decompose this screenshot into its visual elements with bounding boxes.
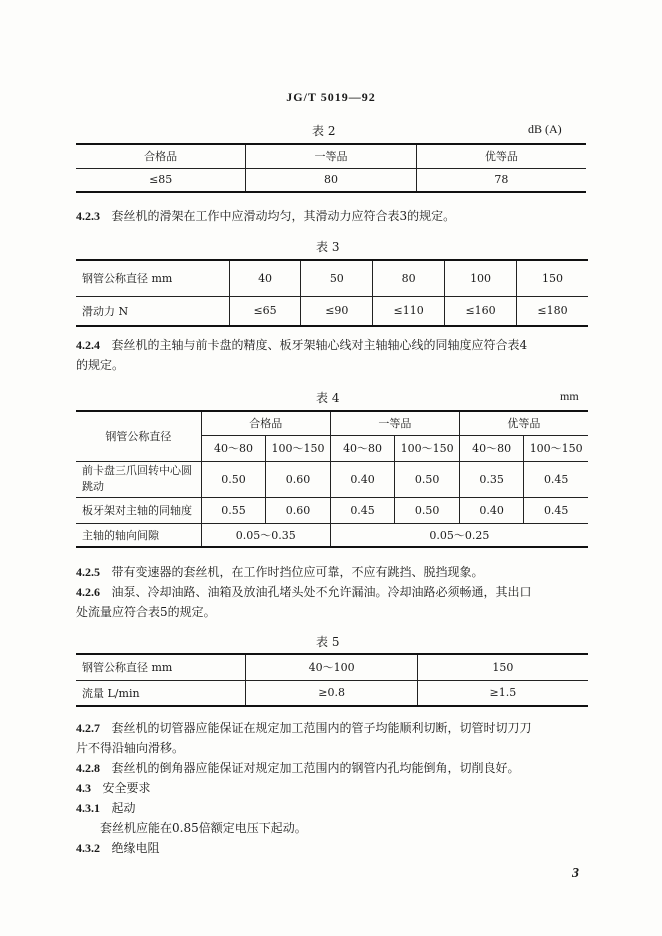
- table4-cell: 0.50: [395, 497, 460, 523]
- table4-subheader: 40～80: [201, 435, 266, 461]
- table2-header: 优等品: [416, 144, 586, 168]
- table3-cell: 80: [373, 260, 445, 296]
- table2-cell: 80: [246, 168, 416, 192]
- table4-caption: 表 4: [316, 391, 340, 405]
- table4-group: 合格品: [201, 411, 330, 435]
- table4-corner: 钢管公称直径: [76, 411, 201, 461]
- table5: [76, 653, 588, 707]
- section-title: 绝缘电阻: [111, 841, 160, 855]
- table3-cell: ≤160: [445, 296, 517, 326]
- table4-unit: mm: [560, 389, 579, 403]
- clause-text: 套丝机的主轴与前卡盘的精度、板牙架轴心线对主轴轴心线的同轴度应符合表4: [111, 338, 528, 352]
- table4: [76, 410, 588, 548]
- page-number: 3: [572, 866, 579, 881]
- table4-cell: 0.40: [459, 497, 524, 523]
- clause-text: 套丝机的倒角器应能保证对规定加工范围内的钢管内孔均能倒角，切削良好。: [111, 761, 520, 775]
- table5-row-label: 钢管公称直径 mm: [76, 654, 246, 680]
- section-title: 起动: [111, 801, 136, 815]
- table3-caption: 表 3: [316, 240, 340, 254]
- table4-cell: 0.35: [459, 461, 524, 497]
- clause-text: 处流量应符合表5的规定。: [76, 605, 216, 619]
- section-number: 4.3.1: [76, 801, 100, 815]
- table2-caption: 表 2: [312, 124, 336, 138]
- para-4-2-7-to-4-3-2: [76, 718, 600, 858]
- table5-cell: 40～100: [246, 654, 417, 680]
- table4-subheader: 40～80: [459, 435, 524, 461]
- table4-cell: 0.45: [330, 497, 395, 523]
- table5-cell: ≥1.5: [417, 680, 588, 706]
- clause-number: 4.2.5: [76, 565, 100, 579]
- table4-cell: 0.45: [524, 497, 588, 523]
- table3-row-label: 钢管公称直径 mm: [76, 260, 229, 296]
- table4-cell: 0.50: [201, 461, 266, 497]
- table4-row-label: 主轴的轴向间隙: [76, 523, 201, 547]
- table3: [76, 259, 588, 327]
- table3-cell: ≤65: [229, 296, 301, 326]
- table5-row-label: 流量 L/min: [76, 680, 246, 706]
- document-header: JG/T 5019—92: [286, 90, 376, 104]
- clause-number: 4.2.6: [76, 585, 100, 599]
- para-4-2-3: [76, 206, 455, 226]
- table2: [76, 143, 586, 193]
- table3-row-label: 滑动力 N: [76, 296, 229, 326]
- clause-text: 套丝机应能在0.85倍额定电压下起动。: [100, 821, 307, 835]
- table4-group: 一等品: [330, 411, 459, 435]
- table3-cell: ≤180: [517, 296, 588, 326]
- table3-cell: ≤90: [301, 296, 373, 326]
- para-4-2-4: [76, 335, 596, 375]
- clause-text: 套丝机的滑架在工作中应滑动均匀，其滑动力应符合表3的规定。: [111, 209, 456, 223]
- table4-subheader: 100～150: [524, 435, 588, 461]
- section-number: 4.3.2: [76, 841, 100, 855]
- clause-text: 片不得沿轴向滑移。: [76, 741, 185, 755]
- clause-number: 4.2.3: [76, 209, 100, 223]
- table2-cell: ≤85: [76, 168, 246, 192]
- table4-cell: 0.60: [266, 461, 331, 497]
- table3-cell: 50: [301, 260, 373, 296]
- table4-subheader: 40～80: [330, 435, 395, 461]
- table2-header: 合格品: [76, 144, 246, 168]
- clause-text: 的规定。: [76, 358, 125, 372]
- table4-subheader: 100～150: [395, 435, 460, 461]
- table4-cell: 0.55: [201, 497, 266, 523]
- clause-number: 4.2.7: [76, 721, 100, 735]
- table3-cell: 40: [229, 260, 301, 296]
- para-4-2-5-4-2-6: [76, 562, 600, 622]
- table2-cell: 78: [416, 168, 586, 192]
- table5-cell: 150: [417, 654, 588, 680]
- clause-text: 套丝机的切管器应能保证在规定加工范围内的管子均能顺利切断，切管时切刀刀: [111, 721, 532, 735]
- section-number: 4.3: [76, 781, 91, 795]
- table4-cell: 0.05～0.35: [201, 523, 330, 547]
- clause-text: 油泵、冷却油路、油箱及放油孔堵头处不允许漏油。冷却油路必须畅通，其出口: [111, 585, 532, 599]
- table3-cell: 100: [445, 260, 517, 296]
- table4-cell: 0.60: [266, 497, 331, 523]
- table4-cell: 0.50: [395, 461, 460, 497]
- table3-cell: 150: [517, 260, 588, 296]
- table5-cell: ≥0.8: [246, 680, 417, 706]
- section-title: 安全要求: [102, 781, 151, 795]
- clause-number: 4.2.8: [76, 761, 100, 775]
- clause-text: 带有变速器的套丝机，在工作时挡位应可靠，不应有跳挡、脱挡现象。: [111, 565, 484, 579]
- table4-cell: 0.45: [524, 461, 588, 497]
- table4-cell: 0.05～0.25: [330, 523, 588, 547]
- clause-number: 4.2.4: [76, 338, 100, 352]
- table2-unit: dB (A): [528, 122, 562, 136]
- table4-subheader: 100～150: [266, 435, 331, 461]
- table5-caption: 表 5: [316, 635, 340, 649]
- table4-cell: 0.40: [330, 461, 395, 497]
- table2-header: 一等品: [246, 144, 416, 168]
- table4-group: 优等品: [459, 411, 588, 435]
- table3-cell: ≤110: [373, 296, 445, 326]
- table4-row-label: 板牙架对主轴的同轴度: [76, 497, 201, 523]
- table4-row-label: 前卡盘三爪回转中心圆跳动: [76, 461, 201, 497]
